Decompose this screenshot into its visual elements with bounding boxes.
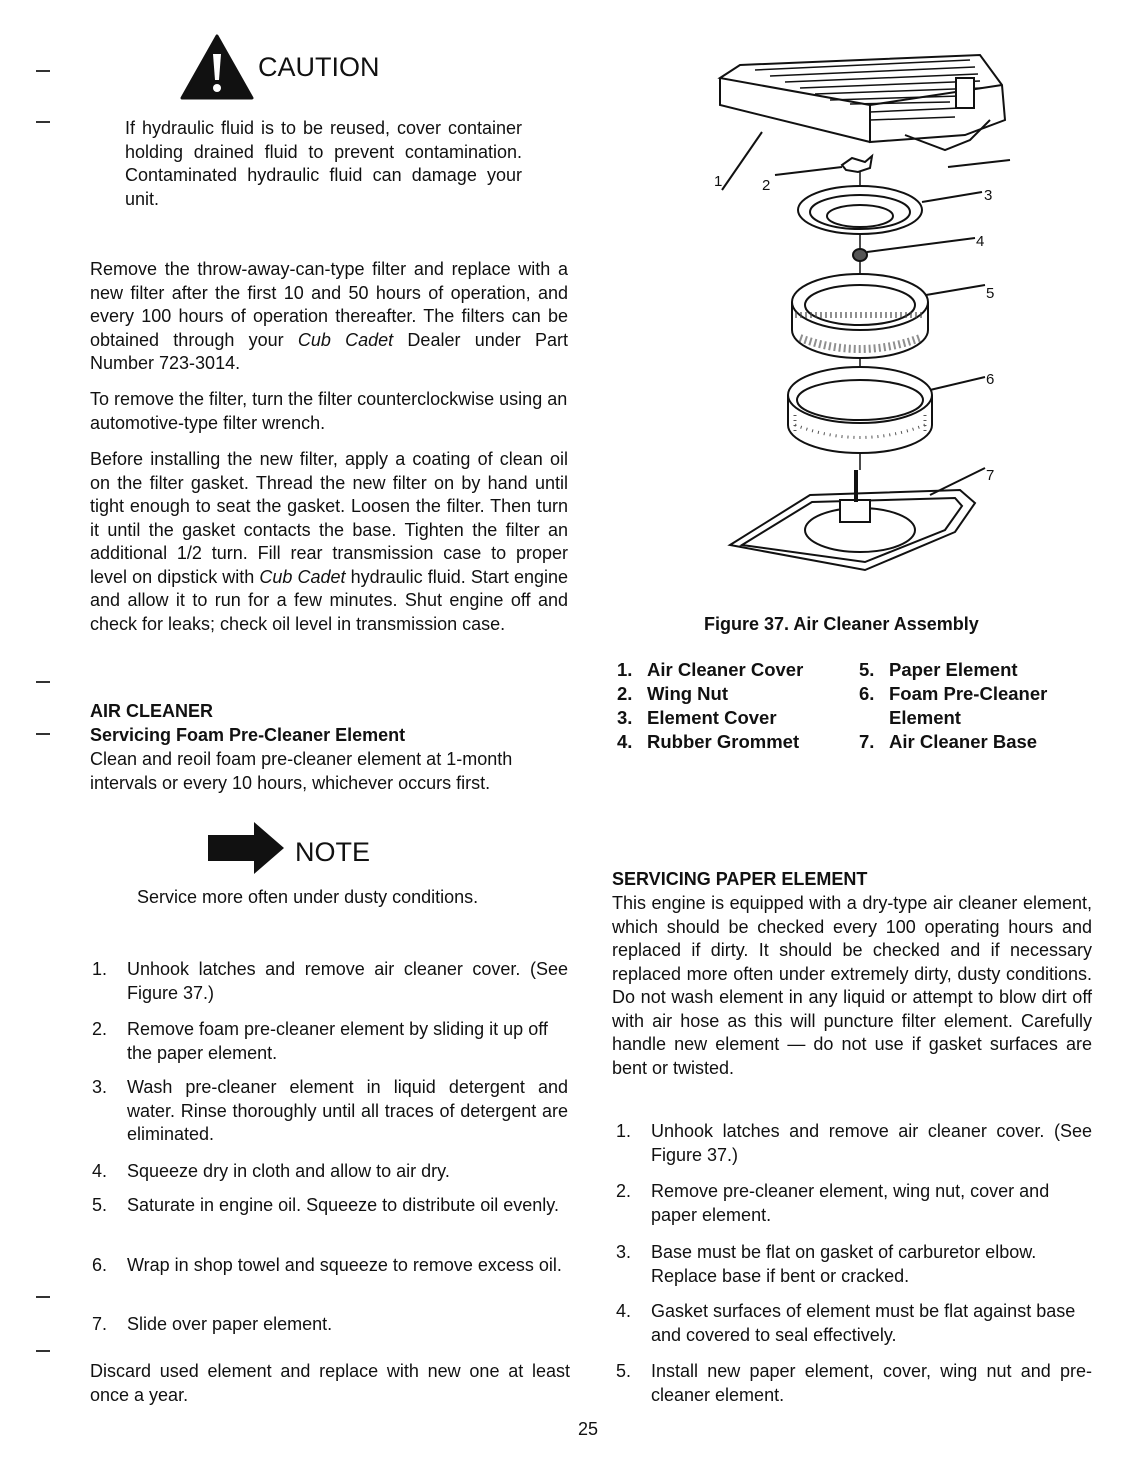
leader-line [948,160,1010,167]
sub-heading: Servicing Foam Pre-Cleaner Element [90,725,406,745]
legend-text: Foam Pre-Cleaner Element [889,683,1048,728]
figure-caption: Figure 37. Air Cleaner Assembly [704,614,979,634]
install-filter-paragraph [90,448,568,636]
callout-1: 1 [714,173,723,190]
legend-item [859,730,1037,754]
legend-item [859,682,1069,730]
margin-mark [36,70,50,72]
step-text: Gasket surfaces of element must be flat against base and covered to seal effectively. [651,1301,1076,1345]
step-number: 6. [92,1255,108,1275]
step-text: Unhook latches and remove air cleaner cover. (See Figure 37.) [127,959,568,1003]
sub-text: Clean and reoil foam pre-cleaner element at 1-month intervals or every 10 hours, whichever occurs first. [90,749,513,793]
legend-item [617,706,777,730]
step-number: 2. [616,1181,632,1201]
wing-nut [842,156,872,172]
section-heading: AIR CLEANER [90,701,214,721]
warning-triangle-icon [180,34,254,100]
step-number: 1. [92,959,108,979]
legend-text: Element Cover [647,707,777,728]
step-number: 7. [92,1314,108,1334]
closing-text: Discard used element and replace with new one at least once a year. [90,1361,570,1405]
step-text: Remove foam pre-cleaner element by sliding it up off the paper element. [127,1019,548,1063]
brand-name: Cub Cadet [297,329,394,350]
filter-paragraph [90,258,568,376]
step-number: 5. [92,1195,108,1215]
leader-line [775,167,842,175]
legend-number: 2. [617,683,633,704]
step-text: Squeeze dry in cloth and allow to air dry. [127,1161,450,1181]
legend-number: 7. [859,731,875,752]
step-number: 4. [92,1161,108,1181]
step-text: Wash pre-cleaner element in liquid detergent and water. Rinse thoroughly until all traces of detergent are eliminated. [127,1077,568,1144]
text: hydraulic fluid. Start engine and allow it to run for a few minutes. Shut engine off and check for leaks; check oil level in transmission case. [90,566,568,634]
callout-2: 2 [762,177,771,194]
legend-text: Wing Nut [647,683,729,704]
leader-line [867,238,975,252]
legend-number: 5. [859,659,875,680]
margin-mark [36,681,50,683]
legend-item [617,658,803,682]
leader-line [930,377,985,390]
section-heading: SERVICING PAPER ELEMENT [612,869,868,889]
step-text: Saturate in engine oil. Squeeze to distribute oil evenly. [127,1195,559,1215]
callout-5: 5 [986,285,995,302]
foam-pre-cleaner-element [788,367,932,453]
step-text: Unhook latches and remove air cleaner cover. (See Figure 37.) [651,1121,1092,1165]
step-number: 2. [92,1019,108,1039]
arrow-right-icon [206,820,286,876]
remove-filter-paragraph: To remove the filter, turn the filter counterclockwise using an automotive-type filter wrench. [90,389,568,433]
note-text: Service more often under dusty conditions. [137,887,479,907]
caution-text: If hydraulic fluid is to be reused, cover container holding drained fluid to prevent contamination. Contaminated hydraulic fluid can damage your unit. [125,118,522,209]
step-text: Remove pre-cleaner element, wing nut, cover and paper element. [651,1181,1050,1225]
paper-element-paragraph: This engine is equipped with a dry-type air cleaner element, which should be checked every 100 operating hours and replaced if dirty. It should be checked and if necessary replaced more often under extremely dirty, dusty conditions. Do not wash element in any liquid or attempt to blow dirt off with air hose as this will puncture filter element. Carefully handle new element — do not use if gasket surfaces are bent or twisted. [612,893,1092,1078]
air-cleaner-assembly-illustration [700,40,1020,600]
step-number: 4. [616,1301,632,1321]
callout-6: 6 [986,371,995,388]
legend-text: Rubber Grommet [647,731,800,752]
step-text: Install new paper element, cover, wing nut and pre-cleaner element. [651,1361,1092,1405]
legend-item [617,730,799,754]
page-number: 25 [578,1419,599,1439]
step-number: 3. [616,1242,632,1262]
step-number: 1. [616,1121,632,1141]
callout-3: 3 [984,187,993,204]
step-text: Base must be flat on gasket of carburetor elbow. Replace base if bent or cracked. [651,1242,1037,1286]
text: Remove the throw-away-can-type filter and replace with a new filter after the first 10 and 50 hours of operation, and every 100 hours of operation thereafter. The filters can be obtained through your [90,259,568,350]
margin-mark [36,1350,50,1352]
legend-number: 4. [617,731,633,752]
leader-line [722,132,762,190]
legend-text: Paper Element [889,659,1018,680]
legend-item [859,658,1018,682]
air-cleaner-base [730,470,975,570]
legend-number: 6. [859,683,875,704]
brand-name: Cub Cadet [259,566,346,587]
leader-line [922,192,982,202]
legend-text: Air Cleaner Base [889,731,1038,752]
legend-number: 1. [617,659,633,680]
legend-item [617,682,728,706]
note-title: NOTE [295,837,371,867]
legend-number: 3. [617,707,633,728]
step-text: Slide over paper element. [127,1314,333,1334]
step-number: 3. [92,1077,108,1097]
text: Before installing the new filter, apply a coating of clean oil on the filter gasket. Thread the new filter on by hand until tight enough to seat the gasket. Loosen the filter. Then turn it until the gasket contacts the base. Tighten the filter an additional 1/2 turn. Fill rear transmission case to proper level on dipstick with [90,449,568,587]
step-text: Wrap in shop towel and squeeze to remove excess oil. [127,1255,562,1275]
caution-title: CAUTION [258,52,380,82]
callout-4: 4 [976,233,985,250]
legend-text: Air Cleaner Cover [647,659,804,680]
paper-element [792,274,928,358]
air-cleaner-cover [720,55,1005,150]
rubber-grommet [853,249,867,261]
margin-mark [36,121,50,123]
margin-mark [36,1296,50,1298]
margin-mark [36,733,50,735]
text: Dealer under Part Number 723-3014. [90,329,569,373]
step-number: 5. [616,1361,632,1381]
leader-line [926,285,985,295]
callout-7: 7 [986,467,995,484]
